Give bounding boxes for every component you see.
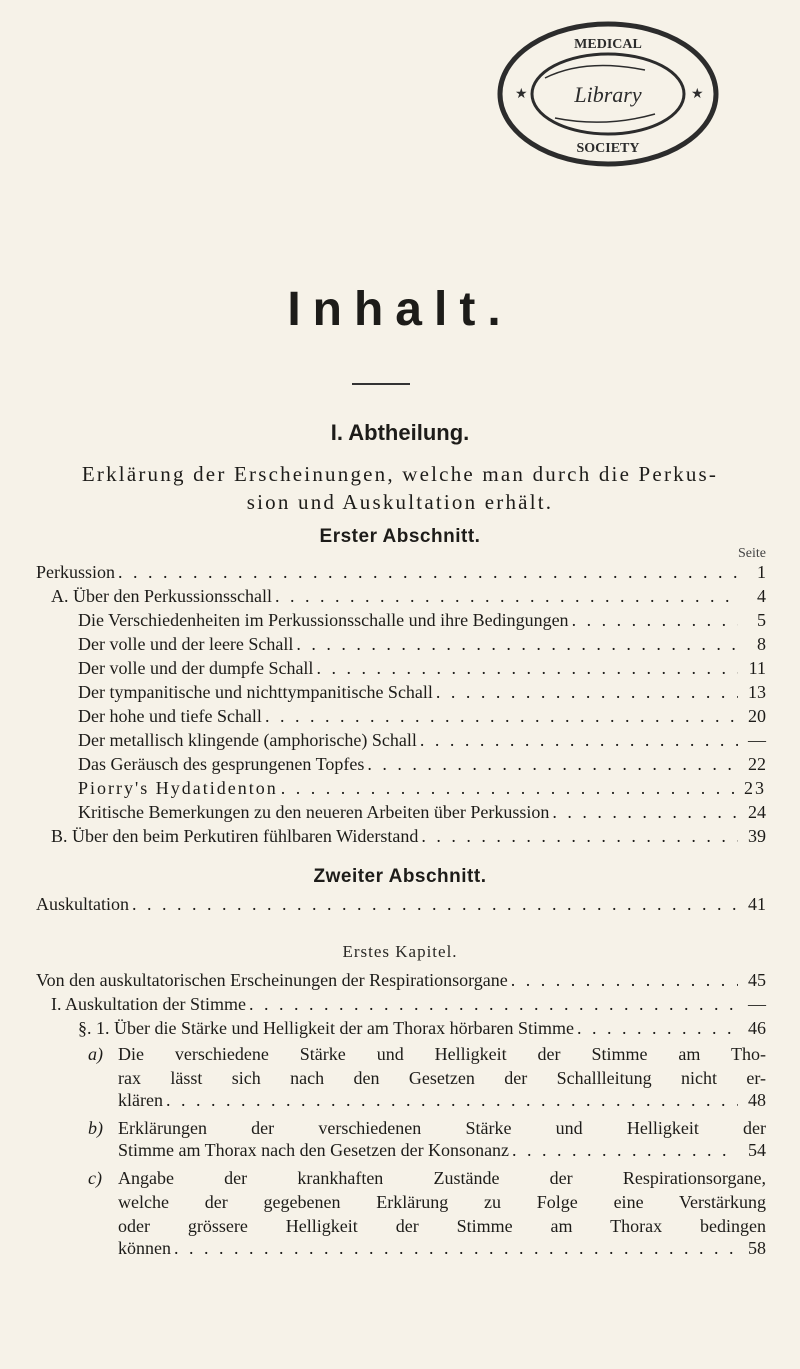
dot-leader <box>417 730 738 751</box>
toc-entry-label: Stimme am Thorax nach den Gesetzen der Konsonanz <box>118 1140 510 1160</box>
toc-entry[interactable] <box>36 894 766 918</box>
toc-entry-label: können <box>118 1238 171 1258</box>
toc-entry-label: Piorry's Hydatidenton <box>78 778 278 798</box>
toc-entry-label: Der tympanitische und nichttympanitische Schall <box>78 682 433 702</box>
page-title: Inhalt. <box>287 283 513 336</box>
toc-entry-page: 46 <box>748 1018 766 1038</box>
toc-entry[interactable] <box>78 730 766 754</box>
toc-entry[interactable] <box>78 658 766 682</box>
star-icon: ★ <box>515 87 528 102</box>
toc-entry-page: 11 <box>748 658 766 678</box>
toc-subentry[interactable] <box>118 1166 766 1238</box>
library-stamp <box>495 18 721 170</box>
page-column-label: Seite <box>738 546 766 561</box>
toc-entry-label: I. Auskultation der Stimme <box>51 994 246 1014</box>
toc-entry-label: Der volle und der leere Schall <box>78 634 294 654</box>
subentry-line: welche der gegebenen Erklärung zu Folge eine Verstärkung <box>118 1192 766 1212</box>
dot-leader <box>364 754 738 775</box>
dot-leader <box>433 682 738 703</box>
dot-leader <box>569 610 738 631</box>
toc-entry-page: — <box>748 994 766 1014</box>
toc-subentry[interactable] <box>118 1042 766 1090</box>
toc-entry[interactable] <box>51 994 766 1018</box>
chapter-heading: Erstes Kapitel. <box>342 942 458 961</box>
toc-entry[interactable] <box>51 586 766 610</box>
toc-entry-page: 39 <box>748 826 766 846</box>
toc-entry[interactable] <box>78 802 766 826</box>
toc-entry[interactable] <box>78 754 766 778</box>
subentry-line: rax lässt sich nach den Gesetzen der Schallleitung nicht er- <box>118 1068 766 1088</box>
toc-entry-label: B. Über den beim Perkutiren fühlbaren Widerstand <box>51 826 419 846</box>
subentry-line: Die verschiedene Stärke und Helligkeit der Stimme am Tho- <box>118 1044 766 1064</box>
item-marker: b) <box>88 1118 103 1138</box>
dot-leader <box>129 894 738 915</box>
toc-entry-page: 58 <box>748 1238 766 1258</box>
subentry-line: oder grössere Helligkeit der Stimme am Thorax bedingen <box>118 1216 766 1236</box>
toc-entry[interactable] <box>118 1238 766 1262</box>
toc-entry[interactable] <box>118 1140 766 1164</box>
toc-entry-page: 23 <box>744 778 766 798</box>
dot-leader <box>171 1238 738 1259</box>
toc-entry-page: 22 <box>748 754 766 774</box>
dot-leader <box>509 1140 738 1161</box>
toc-entry-page: 5 <box>757 610 766 630</box>
toc-entry[interactable] <box>78 634 766 658</box>
part-description-line: sion und Auskultation erhält. <box>246 490 554 514</box>
dot-leader <box>293 634 738 655</box>
item-marker: c) <box>88 1168 102 1188</box>
toc-entry-label: Der metallisch klingende (amphorische) Schall <box>78 730 417 750</box>
toc-entry-page: 48 <box>748 1090 766 1110</box>
dot-leader <box>278 778 738 799</box>
toc-entry-label: Der volle und der dumpfe Schall <box>78 658 314 678</box>
part-description-line: Erklärung der Erscheinungen, welche man durch die Perkus- <box>81 462 719 486</box>
part-description <box>0 460 800 516</box>
toc-entry[interactable] <box>51 826 766 850</box>
dot-leader <box>549 802 738 823</box>
toc-entry[interactable] <box>78 1018 766 1042</box>
toc-entry-page: 4 <box>757 586 766 606</box>
part-heading: I. Abtheilung. <box>330 420 470 445</box>
toc-entry[interactable] <box>118 1090 766 1114</box>
section-heading: Zweiter Abschnitt. <box>313 866 487 887</box>
toc-entry-label: klären <box>118 1090 163 1110</box>
stamp-top-text: MEDICAL <box>574 37 642 52</box>
subentry-line: Erklärungen der verschiedenen Stärke und Helligkeit der <box>118 1118 766 1138</box>
toc-entry-page: 54 <box>748 1140 766 1160</box>
toc-entry-page: 1 <box>757 562 766 582</box>
toc-entry[interactable] <box>36 562 766 586</box>
dot-leader <box>262 706 738 727</box>
dot-leader <box>163 1090 738 1111</box>
toc-entry-label: Auskultation <box>36 894 129 914</box>
dot-leader <box>272 586 738 607</box>
toc-entry-page: 45 <box>748 970 766 990</box>
dot-leader <box>418 826 738 847</box>
toc-entry-label: Der hohe und tiefe Schall <box>78 706 262 726</box>
subentry-line: Angabe der krankhaften Zustände der Respirationsorgane, <box>118 1168 766 1188</box>
toc-entry[interactable] <box>36 970 766 994</box>
toc-entry-label: A. Über den Perkussionsschall <box>51 586 272 606</box>
toc-entry-label: Die Verschiedenheiten im Perkussionsschalle und ihre Bedingungen <box>78 610 569 630</box>
toc-entry-label: §. 1. Über die Stärke und Helligkeit der am Thorax hörbaren Stimme <box>78 1018 575 1038</box>
toc-entry-label: Kritische Bemerkungen zu den neueren Arbeiten über Perkussion <box>78 802 550 822</box>
star-icon: ★ <box>691 87 704 102</box>
toc-entry[interactable] <box>78 778 766 802</box>
toc-entry-page: 8 <box>757 634 766 654</box>
dot-leader <box>115 562 738 583</box>
toc-entry-page: — <box>748 730 766 750</box>
dot-leader <box>313 658 738 679</box>
toc-entry[interactable] <box>78 610 766 634</box>
title-divider <box>352 383 410 385</box>
toc-entry-label: Von den auskultatorischen Erscheinungen der Respirationsorgane <box>36 970 508 990</box>
toc-subentry[interactable] <box>118 1116 766 1140</box>
toc-entry-page: 20 <box>748 706 766 726</box>
toc-entry-page: 41 <box>748 894 766 914</box>
stamp-middle-text: Library <box>574 82 642 107</box>
toc-entry-label: Perkussion <box>36 562 116 582</box>
dot-leader <box>574 1018 738 1039</box>
dot-leader <box>508 970 738 991</box>
toc-entry-page: 24 <box>748 802 766 822</box>
toc-entry-page: 13 <box>748 682 766 702</box>
toc-entry[interactable] <box>78 706 766 730</box>
item-marker: a) <box>88 1044 103 1064</box>
dot-leader <box>246 994 738 1015</box>
stamp-bottom-text: SOCIETY <box>576 141 640 156</box>
toc-entry-label: Das Geräusch des gesprungenen Topfes <box>78 754 365 774</box>
section-heading: Erster Abschnitt. <box>319 526 481 547</box>
toc-entry[interactable] <box>78 682 766 706</box>
